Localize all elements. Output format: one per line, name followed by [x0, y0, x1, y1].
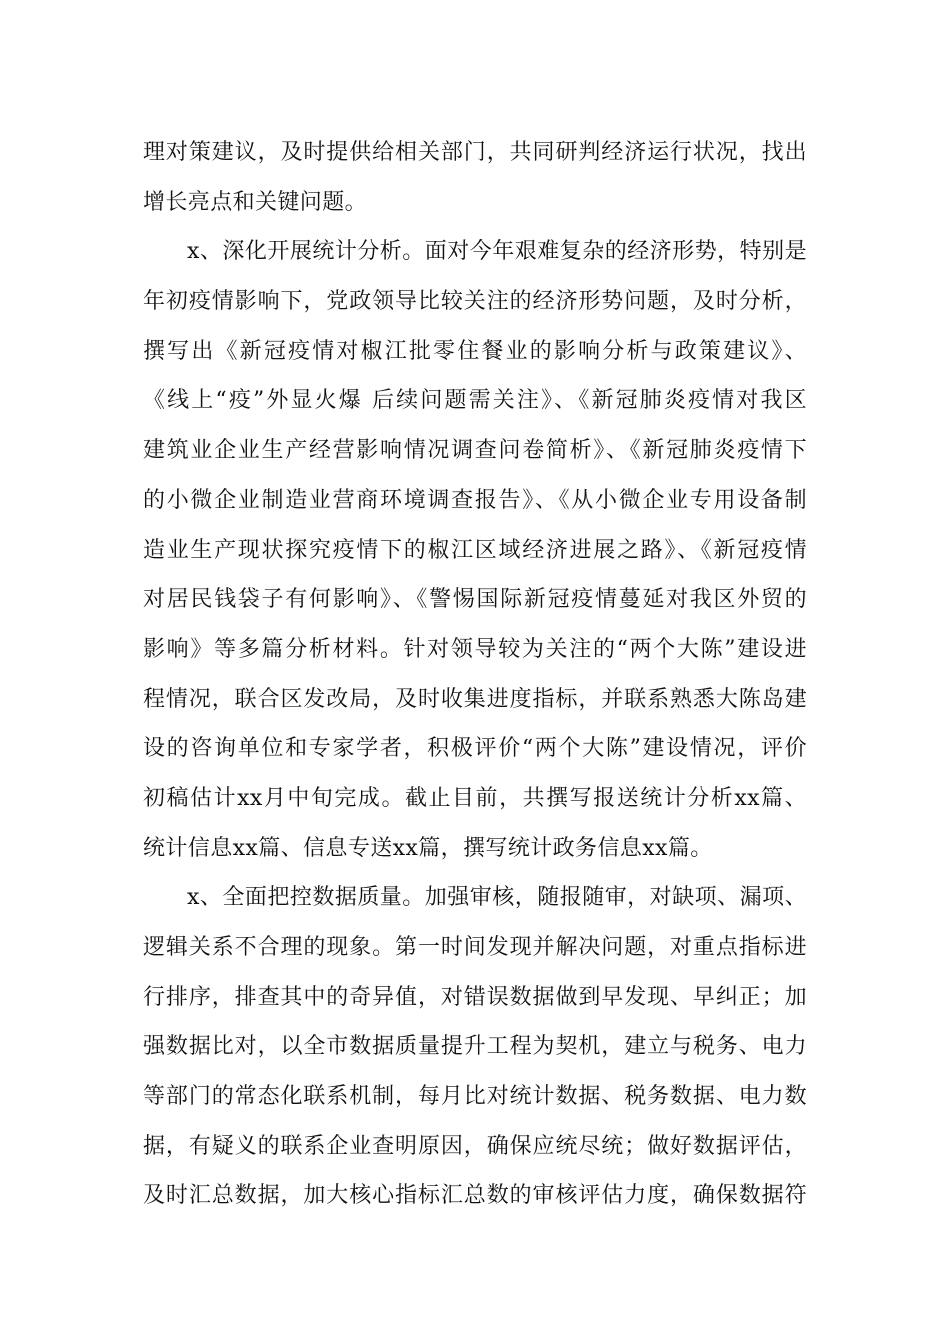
text-line: 造业生产现状探究疫情下的椒江区域经济进展之路》、《新冠疫情 — [143, 537, 807, 563]
text-line: 年初疫情影响下，党政领导比较关注的经济形势问题，及时分析， — [143, 289, 807, 315]
text-line: 对居民钱袋子有何影响》、《警惕国际新冠疫情蔓延对我区外贸的 — [143, 587, 807, 613]
text-line: 增长亮点和关键问题。 — [143, 189, 368, 215]
paragraph-start-line: x、深化开展统计分析。面对今年艰难复杂的经济形势，特别是 — [187, 239, 807, 265]
text-line: 撰写出《新冠疫情对椒江批零住餐业的影响分析与政策建议》、 — [143, 338, 807, 364]
text-line: 的小微企业制造业营商环境调查报告》、《从小微企业专用设备制 — [143, 487, 807, 513]
text-line: 建筑业企业生产经营影响情况调查问卷简析》、《新冠肺炎疫情下 — [143, 438, 807, 464]
text-line: 理对策建议，及时提供给相关部门，共同研判经济运行状况，找出 — [143, 140, 807, 165]
paragraph-start-line: x、全面把控数据质量。加强审核，随报随审，对缺项、漏项、 — [187, 885, 807, 911]
text-line: 程情况，联合区发改局，及时收集进度指标，并联系熟悉大陈岛建 — [143, 686, 807, 712]
text-line: 《线上“疫”外显火爆 后续问题需关注》、《新冠肺炎疫情对我区 — [143, 388, 807, 414]
text-line: 影响》等多篇分析材料。针对领导较为关注的“两个大陈”建设进 — [143, 636, 807, 662]
text-line: 统计信息xx篇、信息专送xx篇，撰写统计政务信息xx篇。 — [143, 835, 713, 861]
text-line: 强数据比对，以全市数据质量提升工程为契机，建立与税务、电力 — [143, 1034, 807, 1060]
text-line: 据，有疑义的联系企业查明原因，确保应统尽统；做好数据评估， — [143, 1133, 807, 1159]
document-body — [143, 128, 807, 1221]
text-line: 行排序，排查其中的奇异值，对错误数据做到早发现、早纠正；加 — [143, 984, 807, 1010]
text-line: 初稿估计xx月中旬完成。截止目前，共撰写报送统计分析xx篇、 — [143, 785, 807, 811]
text-line: 等部门的常态化联系机制，每月比对统计数据、税务数据、电力数 — [143, 1084, 807, 1110]
text-line: 设的咨询单位和专家学者，积极评价“两个大陈”建设情况，评价 — [143, 736, 807, 762]
text-line: 及时汇总数据，加大核心指标汇总数的审核评估力度，确保数据符 — [143, 1183, 807, 1209]
text-line: 逻辑关系不合理的现象。第一时间发现并解决问题，对重点指标进 — [143, 935, 807, 960]
